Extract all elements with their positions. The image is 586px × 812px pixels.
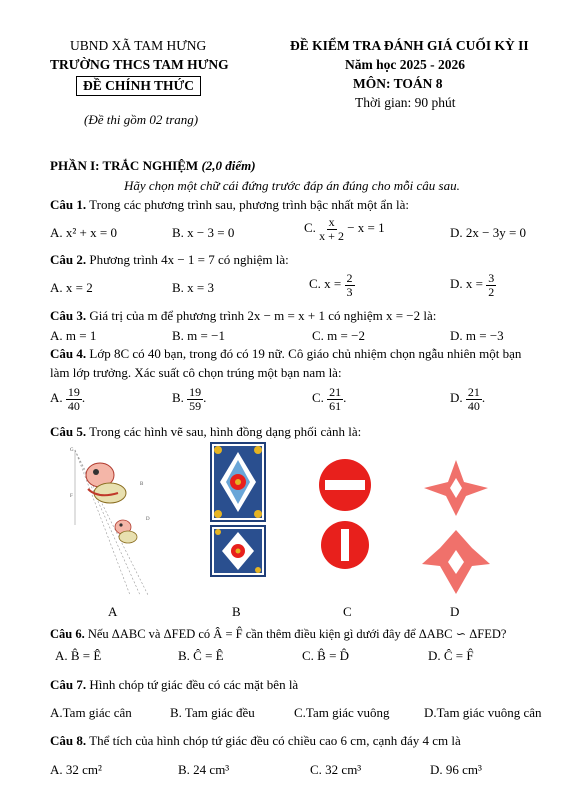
q6-option-b: B. Ĉ = Ê (178, 648, 224, 663)
exam-title: ĐỀ KIỂM TRA ĐÁNH GIÁ CUỐI KỲ II (290, 38, 529, 53)
school-authority: UBND XÃ TAM HƯNG (70, 38, 207, 53)
duration: Thời gian: 90 phút (355, 95, 456, 110)
question-4-cont: làm lớp trưởng. Xác suất cô chọn trúng một bạn nam là: (50, 365, 342, 380)
question-text: Hình chóp tứ giác đều có các mặt bên là (89, 677, 299, 692)
question-label: Câu 7. (50, 677, 87, 692)
q2-option-a: A. x = 2 (50, 280, 93, 295)
section-title (50, 158, 256, 174)
numerator: 3 (488, 271, 495, 285)
q3-option-a: A. m = 1 (50, 328, 97, 343)
figure-a-perspective-drawing (60, 445, 160, 600)
denominator: 40 (467, 398, 480, 413)
question-2 (50, 252, 289, 268)
q7-option-c: C.Tam giác vuông (294, 705, 390, 720)
denominator: 59 (189, 398, 202, 413)
question-5 (50, 424, 361, 440)
fraction (486, 272, 496, 298)
numerator: 21 (329, 385, 342, 399)
option-prefix: C. x = (309, 276, 342, 292)
school-name: TRƯỜNG THCS TAM HƯNG (50, 57, 229, 72)
pages-note: (Đề thi gồm 02 trang) (84, 112, 199, 127)
section-title-text: PHẦN I: TRẮC NGHIỆM (50, 158, 199, 173)
q1-option-c (304, 216, 385, 242)
svg-text:B: B (140, 482, 144, 487)
q3-option-d: D. m = −3 (450, 328, 504, 343)
numerator: x (328, 215, 335, 229)
option-prefix: A. (50, 390, 63, 406)
q1-option-d: D. 2x − 3y = 0 (450, 225, 527, 240)
question-text: Thể tích của hình chóp tứ giác đều có chiều cao 6 cm, cạnh đáy 4 cm là (89, 733, 461, 748)
figure-label-b: B (232, 604, 241, 619)
question-text: Lớp 8C có 40 bạn, trong đó có 19 nữ. Cô giáo chủ nhiệm chọn ngẫu nhiên một bạn (89, 346, 522, 361)
fraction (327, 386, 343, 412)
q3-option-b: B. m = −1 (172, 328, 225, 343)
fraction (187, 386, 203, 412)
section-points: (2,0 điểm) (201, 158, 256, 173)
numerator: 21 (467, 385, 480, 399)
figure-b-tile-patterns (210, 442, 266, 577)
question-label: Câu 8. (50, 733, 87, 748)
fraction (466, 386, 482, 412)
question-7 (50, 677, 298, 693)
question-label: Câu 5. (50, 424, 87, 439)
q1-option-a: A. x² + x = 0 (50, 225, 117, 240)
fraction (66, 386, 82, 412)
q4-option-c: C. $\frac{21}{61}$ . (312, 385, 347, 413)
figure-label-d: D (450, 604, 460, 619)
q4-option-d: D. $\frac{21}{40}$ . (450, 385, 486, 413)
q4-option-b: B. $\frac{19}{59}$ . (172, 385, 207, 413)
question-label: Câu 4. (50, 346, 87, 361)
option-prefix: D. (450, 390, 463, 406)
denominator: 2 (488, 284, 495, 299)
question-label: Câu 2. (50, 252, 87, 267)
question-6 (50, 626, 506, 642)
svg-text:D: D (146, 517, 150, 522)
denominator: 3 (346, 284, 353, 299)
figure-label-c: C (343, 604, 352, 619)
q2-option-c (309, 272, 355, 298)
q1-option-b: B. x − 3 = 0 (172, 225, 235, 240)
option-prefix: B. (172, 390, 184, 406)
option-suffix: − x = 1 (347, 220, 385, 236)
q2-option-b: B. x = 3 (172, 280, 215, 295)
question-8 (50, 733, 461, 749)
question-4 (50, 346, 521, 362)
instruction: Hãy chọn một chữ cái đứng trước đáp án đúng cho mỗi câu sau. (124, 178, 460, 193)
q6-option-c: C. B̂ = D̂ (302, 648, 350, 663)
denominator: 40 (67, 398, 80, 413)
q3-option-c: C. m = −2 (312, 328, 365, 343)
question-text: Phương trình 4x − 1 = 7 có nghiệm là: (89, 252, 289, 267)
numerator: 2 (346, 271, 353, 285)
question-text: Giá trị của m để phương trình 2x − m = x + 1 có nghiệm x = −2 là: (89, 308, 437, 323)
question-label: Câu 3. (50, 308, 87, 323)
denominator: 61 (329, 398, 342, 413)
q7-option-b: B. Tam giác đều (170, 705, 255, 720)
q8-option-c: C. 32 cm³ (310, 762, 362, 777)
fraction (319, 216, 344, 242)
numerator: 19 (189, 385, 202, 399)
figure-d-flower-shapes (420, 458, 492, 598)
q2-option-d (450, 272, 496, 298)
numerator: 19 (67, 385, 80, 399)
svg-text:G: G (70, 448, 74, 453)
question-text: Trong các hình vẽ sau, hình đồng dạng phối cảnh là: (89, 424, 362, 439)
option-prefix: D. x = (450, 276, 483, 292)
official-badge: ĐỀ CHÍNH THỨC (76, 76, 201, 96)
figure-c-no-entry-signs (315, 455, 375, 575)
q8-option-d: D. 96 cm³ (430, 762, 482, 777)
question-1 (50, 197, 409, 213)
svg-text:F: F (70, 494, 73, 499)
subject: MÔN: TOÁN 8 (353, 76, 443, 91)
q8-option-a: A. 32 cm² (50, 762, 102, 777)
question-text: Trong các phương trình sau, phương trình bậc nhất một ẩn là: (89, 197, 409, 212)
q4-option-a: A. $\frac{19}{40}$ . (50, 385, 86, 413)
question-label: Câu 1. (50, 197, 87, 212)
q7-option-d: D.Tam giác vuông cân (424, 705, 542, 720)
fraction (345, 272, 355, 298)
q6-option-d: D. Ĉ = F̂ (428, 648, 474, 663)
question-text: Nếu ΔABC và ΔFED có Â = F̂ cần thêm điều kiện gì dưới đây để ΔABC ∽ ΔFED? (87, 627, 507, 641)
question-3 (50, 308, 436, 324)
figure-label-a: A (108, 604, 118, 619)
question-label: Câu 6. (50, 627, 85, 641)
q7-option-a: A.Tam giác cân (50, 705, 132, 720)
school-year: Năm học 2025 - 2026 (345, 57, 465, 72)
denominator: x + 2 (319, 228, 344, 243)
q6-option-a: A. B̂ = Ê (55, 648, 102, 663)
option-prefix: C. (312, 390, 324, 406)
option-prefix: C. (304, 220, 316, 236)
q8-option-b: B. 24 cm³ (178, 762, 230, 777)
